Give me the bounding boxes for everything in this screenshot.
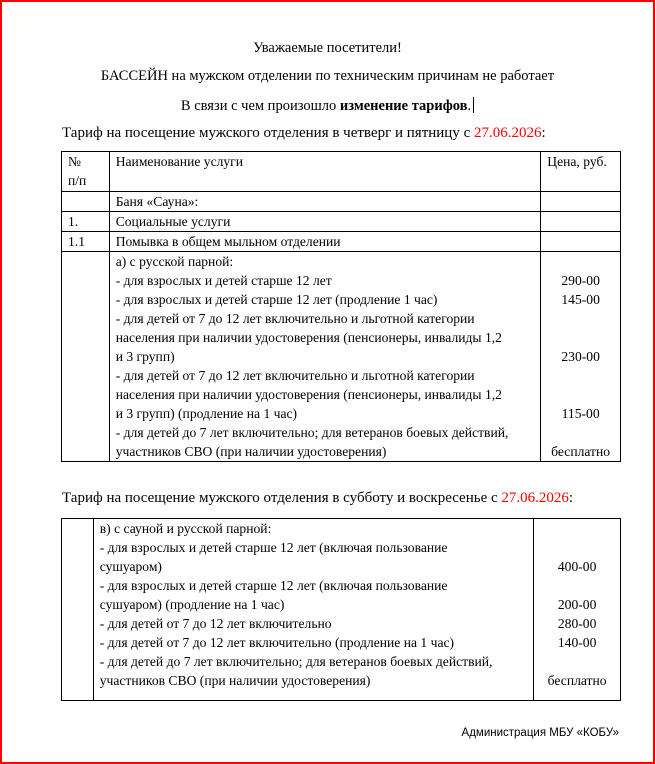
row-wash-label: Помывка в общем мыльном отделении xyxy=(109,232,541,252)
service-line: - для детей от 7 до 12 лет включительно xyxy=(99,616,332,631)
price-value: 145-00 xyxy=(561,292,600,307)
service-line: сушуаром) (продление на 1 час) xyxy=(99,597,285,612)
header-service: Наименование услуги xyxy=(109,152,541,192)
russian-steam-prices xyxy=(541,252,621,462)
notice-tariff-prefix: В связи с чем произошло xyxy=(180,98,340,114)
row-wash-number: 1.1 xyxy=(62,232,110,252)
table-header-row xyxy=(62,152,621,192)
table-row-sauna-steam xyxy=(62,519,621,701)
price-value: 200-00 xyxy=(557,597,597,612)
section1-caption-text: Тариф на посещение мужского отделения в четверг и пятницу с xyxy=(62,125,474,141)
sauna-steam-prices xyxy=(534,519,621,701)
price-spacer xyxy=(541,328,620,347)
price-spacer xyxy=(534,519,620,538)
service-line: - для детей от 7 до 12 лет включительно и льготной категории xyxy=(115,311,475,326)
price-spacer xyxy=(541,385,620,404)
price-value: 140-00 xyxy=(557,635,597,650)
section2-caption-colon: : xyxy=(568,490,574,506)
price-value: бесплатно xyxy=(547,673,607,688)
price-spacer xyxy=(534,576,620,595)
sauna-steam-services xyxy=(93,519,534,701)
table-row-russian-steam xyxy=(62,252,621,462)
block-title: в) с сауной и русской парной: xyxy=(99,521,272,536)
service-line: и 3 групп) (продление на 1 час) xyxy=(115,406,298,421)
table-row-wash xyxy=(62,232,621,252)
service-line: населения при наличии удостоверения (пенсионеры, инвалиды 1,2 xyxy=(115,387,502,402)
price-spacer xyxy=(541,366,620,385)
service-line: - для детей до 7 лет включительно; для ветеранов боевых действий, xyxy=(99,654,493,669)
tariff-table-weekday xyxy=(61,151,621,462)
service-line: населения при наличии удостоверения (пенсионеры, инвалиды 1,2 xyxy=(115,330,502,345)
price-value: 230-00 xyxy=(561,349,600,364)
footer-administration: Администрация МБУ «КОБУ» xyxy=(461,727,619,739)
service-line: участников СВО (при наличии удостоверения) xyxy=(115,444,387,459)
price-value: 115-00 xyxy=(561,406,600,421)
service-line: - для детей до 7 лет включительно; для ветеранов боевых действий, xyxy=(115,425,509,440)
price-spacer xyxy=(534,652,620,671)
price-value: 400-00 xyxy=(557,559,597,574)
notice-pool-closed: БАССЕЙН на мужском отделении по техническим причинам не работает xyxy=(100,68,555,84)
service-line: - для взрослых и детей старше 12 лет (продление 1 час) xyxy=(115,292,438,307)
price-spacer xyxy=(541,252,620,271)
table-row-sauna xyxy=(62,192,621,212)
notice-tariff-change xyxy=(2,97,653,115)
service-line: участников СВО (при наличии удостоверения) xyxy=(99,673,371,688)
service-line: - для взрослых и детей старше 12 лет (включая пользование xyxy=(99,578,448,593)
notice-tariff-suffix: . xyxy=(467,98,472,114)
price-value: бесплатно xyxy=(551,444,611,459)
price-spacer xyxy=(534,538,620,557)
service-line: - для детей от 7 до 12 лет включительно и льготной категории xyxy=(115,368,475,383)
section1-caption-date: 27.06.2026 xyxy=(474,125,542,141)
service-line: - для взрослых и детей старше 12 лет (включая пользование xyxy=(99,540,448,555)
service-line: - для детей от 7 до 12 лет включительно (продление на 1 час) xyxy=(99,635,455,650)
russian-steam-services xyxy=(109,252,541,462)
service-line: и 3 групп) xyxy=(115,349,175,364)
section1-caption-colon: : xyxy=(541,125,546,141)
notice-greeting: Уважаемые посетители! xyxy=(253,40,402,56)
price-value: 290-00 xyxy=(561,273,600,288)
service-line: сушуаром) xyxy=(99,559,162,574)
service-line: - для взрослых и детей старше 12 лет xyxy=(115,273,332,288)
row-sauna-label: Баня «Сауна»: xyxy=(109,192,541,212)
header-price: Цена, руб. xyxy=(541,152,621,192)
block-title: а) с русской парной: xyxy=(115,254,234,269)
section1-caption xyxy=(62,125,546,142)
price-spacer xyxy=(541,423,620,442)
price-spacer xyxy=(541,309,620,328)
section2-caption-date: 27.06.2026 xyxy=(501,490,569,506)
tariff-table-weekend xyxy=(61,518,621,701)
section2-caption xyxy=(62,490,573,507)
header-number: № п/п xyxy=(62,152,110,192)
row-social-label: Социальные услуги xyxy=(109,212,541,232)
row-social-number: 1. xyxy=(62,212,110,232)
notice-tariff-bold: изменение тарифов xyxy=(339,98,468,114)
table-row-social xyxy=(62,212,621,232)
section2-caption-text: Тариф на посещение мужского отделения в субботу и воскресенье с xyxy=(62,490,502,506)
price-value: 280-00 xyxy=(557,616,597,631)
text-cursor xyxy=(473,97,474,113)
